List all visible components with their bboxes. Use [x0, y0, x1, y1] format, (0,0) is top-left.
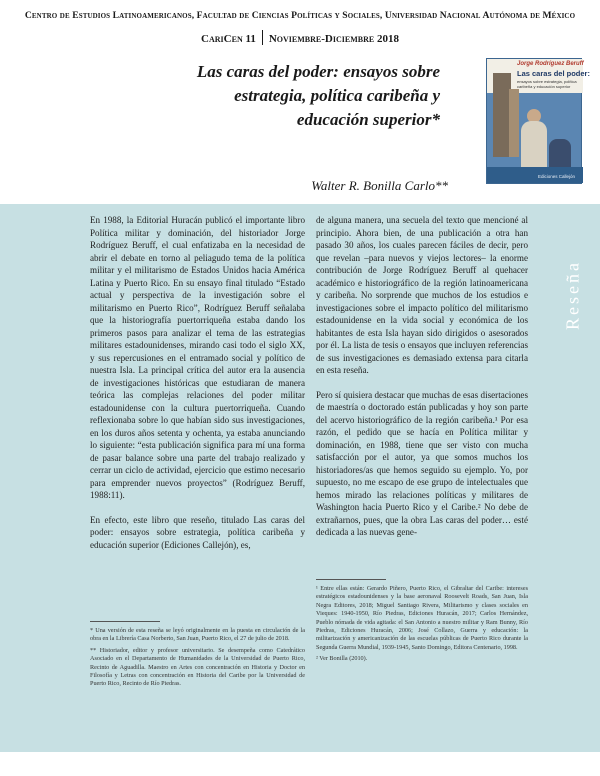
header-divider [262, 30, 263, 45]
issue-date: Noviembre-Diciembre 2018 [268, 33, 399, 45]
issue-header [0, 30, 600, 45]
article-author: Walter R. Bonilla Carlo** [311, 178, 448, 193]
journal-issue: CariCen 11 [201, 33, 256, 45]
body-paragraph: En efecto, este libro que reseño, titulado Las caras del poder: ensayos sobre estrategia, política caribeña y educación superior (Ediciones Callejón), es, [90, 514, 305, 550]
institution-header: Centro de Estudios Latinoamericanos, Facultad de Ciencias Políticas y Sociales, Universidad Nacional Autónoma de México [24, 10, 576, 21]
footnote: ** Historiador, editor y profesor universitario. Se desempeña como Catedrático Asociado en el Departamento de Humanidades de la Universidad de Puerto Rico, Recinto de Aguadilla. Maestro en Artes con concentración en Historia y Doctor en Filosofía y Letras con concentración en Historia del Caribe por la Universidad de Puerto Rico, Recinto de Río Piedras. [90, 646, 305, 688]
title-line-1: Las caras del poder: ensayos sobre [196, 62, 440, 81]
footnotes-right [316, 585, 528, 667]
cover-subtitle: ensayos sobre estrategia, política caribeña y educación superior [517, 79, 577, 89]
body-paragraph: Pero sí quisiera destacar que muchas de esas disertaciones de maestría o doctorado están publicadas y hoy son parte del acervo historiográfico de la región caribeña.¹ Por esa razón, el pedido que se hacía en Política militar y dominación, en 1988, tiene que ser visto con mucha satisfacción por el autor, ya que somos muchos los historiadores/as que hemos seguido su ejemplo. Yo, por supuesto, no me escapo de ese grupo de intelectuales que hemos mirado las relaciones políticas y militares de Washington hacia Puerto Rico y el Caribe.² No debe de extrañarnos, pues, que la obra Las caras del poder… esté dedicada a las nuevas gene- [316, 389, 528, 537]
book-cover-image [486, 58, 590, 184]
section-label-text: Reseña [562, 260, 583, 330]
body-column-right [316, 214, 528, 551]
footnote: ² Ver Bonilla (2010). [316, 655, 368, 663]
body-paragraph: de alguna manera, una secuela del texto que mencioné al principio. Ahora bien, de una publicación a otra han pasado 30 años, los cuales parecen fáciles de decir, pero que revelan –para nuevos y viejos lectores– la enorme contribución de Jorge Rodríguez Beruff al quehacer académico e historiográfico de la región latinoamericana y caribeña. No sorprende que muchos de los estudios e investigaciones sobre el impacto político del militarismo estadounidense en la vida social y económica de los habitantes de esta Isla hayan sido dirigidos o asesorados por él. La lista de tesis o ensayos que incluyen referencias de sus investigaciones es demasiado extensa para citarla en esta reseña. [316, 215, 528, 375]
footnote: * Una versión de esta reseña se leyó originalmente en la puesta en circulación de la obra en la Librería Casa Norberto, San Juan, Puerto Rico, el 27 de julio de 2018. [90, 627, 305, 643]
title-line-3: educación superior* [296, 110, 440, 129]
footnote-rule-right [316, 579, 386, 580]
section-label [561, 240, 585, 350]
cover-author: Jorge Rodríguez Beruff [517, 61, 584, 67]
footnote-rule-left [90, 621, 160, 622]
body-paragraph: En 1988, la Editorial Huracán publicó el importante libro Política militar y dominación, del historiador Jorge Rodríguez Beruff, el cual enfatizaba en la necesidad de abrir el debate en torno al peliagudo tema de la política militar y el militarismo de Estados Unidos hacia América Latina y Puerto Rico. En su ensayo final titulado “Estado actual y perspectiva de la investigación sobre el militarismo en Puerto Rico”, Rodríguez Beruff señalaba que la historiografía puertorriqueña estaba dando los primeros pasos para analizar el tema de las estrategias militares estadounidenses, mirando casi todo el siglo XX, y sus repercusiones en el entramado social y político de nuestra Isla. La principal crítica del autor era la ausencia de investigaciones históricas que estudiaran de manera teórica las complejas relaciones del poder militar estadounidense con la cultura puertorriqueña. Cuando reflexionaba sobre lo que habían sido sus investigaciones, en los duros años setenta y ochenta, ya estaba anunciando lo siguiente: “esta publicación significa para mí una forma de pasar balance sobre una parte del trabajo realizado y cerrar un ciclo de actividad, ejercicio que estimo necesario para emprender nuevos proyectos” (Rodríguez Beruff, 1988:11). [90, 215, 305, 500]
title-line-2: estrategia, política caribeña y [234, 86, 440, 105]
cover-figure [521, 121, 547, 167]
cover-title: Las caras del poder: [517, 69, 590, 78]
cover-publisher: Ediciones Callejón [537, 174, 575, 179]
cover-tower-shape-2 [509, 89, 519, 157]
footnotes-left [90, 627, 305, 692]
footnote: ¹ Entre ellas están: Gerardo Piñero, Puerto Rico, el Gibraltar del Caribe: intereses estratégicos estadounidenses y la base aeronaval Roosevelt Roads, San Juan, Isla Negra Editores, 2018; Miguel Santiago Rivera, Militarismo y clases sociales en Vieques: 1940-1950, Río Piedras, Ediciones Huracán, 2017; Carlos Hernández, Pueblo nómada de vida agitada: el San Antonio a nuestro militar y Ram Bunny, Río Piedras, Ediciones Huracán, 2006; José Collazo, Guerra y educación: la militarización y americanización de las escuelas públicas de Puerto Rico durante la Segunda Guerra Mundial, 1939-1945, Santo Domingo, Editora Centenario, 1998. [316, 585, 528, 651]
cover-figure-2 [549, 139, 571, 169]
article-title [60, 60, 440, 132]
body-column-left [90, 214, 305, 563]
